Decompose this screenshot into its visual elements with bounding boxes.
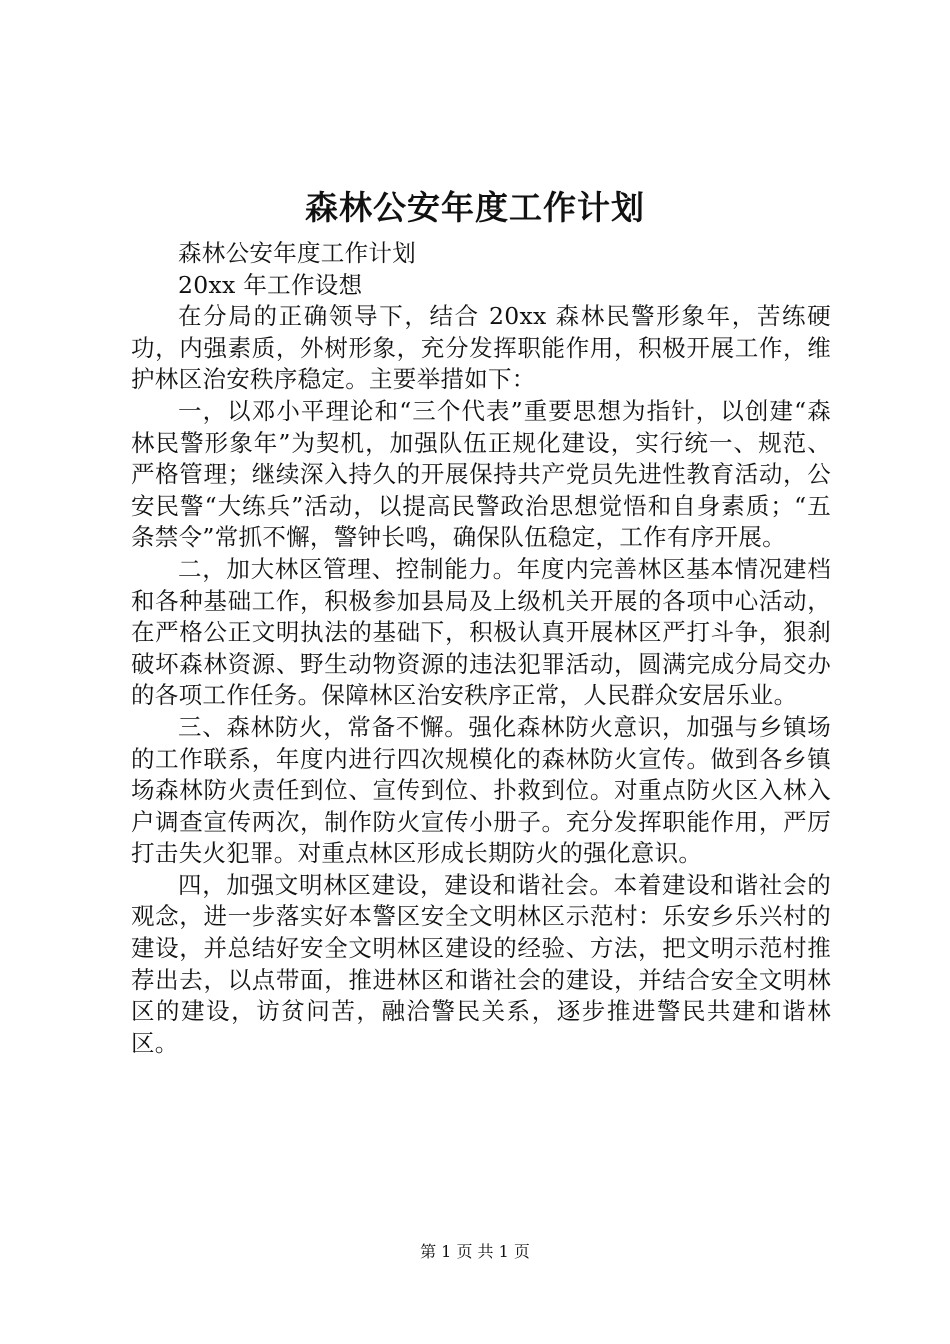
paragraph-item-1: 一，以邓小平理论和“三个代表”重要思想为指针，以创建“森林民警形象年”为契机，加强队伍正规化建设，实行统一、规范、严格管理；继续深入持久的开展保持共产党员先进性教育活动，公安民警“大练兵”活动，以提高民警政治思想觉悟和自身素质；“五条禁令”常抓不懈，警钟长鸣，确保队伍稳定，工作有序开展。 [131, 396, 831, 552]
intro-paragraph: 在分局的正确领导下，结合 20xx 森林民警形象年，苦练硬功，内强素质，外树形象，充分发挥职能作用，积极开展工作，维护林区治安秩序稳定。主要举措如下： [131, 302, 831, 394]
paragraph-item-2: 二，加大林区管理、控制能力。年度内完善林区基本情况建档和各种基础工作，积极参加县局及上级机关开展的各项中心活动，在严格公正文明执法的基础下，积极认真开展林区严打斗争，狠刹破坏森林资源、野生动物资源的违法犯罪活动，圆满完成分局交办的各项工作任务。保障林区治安秩序正常，人民群众安居乐业。 [131, 554, 831, 710]
subtitle-line: 森林公安年度工作计划 [178, 239, 416, 267]
document-body [131, 238, 831, 1059]
section-heading: 20xx 年工作设想 [178, 270, 363, 299]
paragraph-item-4: 四，加强文明林区建设，建设和谐社会。本着建设和谐社会的观念，进一步落实好本警区安全文明林区示范村：乐安乡乐兴村的建设，并总结好安全文明林区建设的经验、方法，把文明示范村推荐出去，以点带面，推进林区和谐社会的建设，并结合安全文明林区的建设，访贫问苦，融洽警民关系，逐步推进警民共建和谐林区。 [131, 870, 831, 1057]
document-title: 森林公安年度工作计划 [305, 188, 645, 227]
page-number-footer: 第 1 页 共 1 页 [420, 1242, 530, 1261]
paragraph-item-3: 三、森林防火，常备不懈。强化森林防火意识，加强与乡镇场的工作联系，年度内进行四次规模化的森林防火宣传。做到各乡镇场森林防火责任到位、宣传到位、扑救到位。对重点防火区入林入户调查宣传两次，制作防火宣传小册子。充分发挥职能作用，严厉打击失火犯罪。对重点林区形成长期防火的强化意识。 [131, 712, 831, 868]
